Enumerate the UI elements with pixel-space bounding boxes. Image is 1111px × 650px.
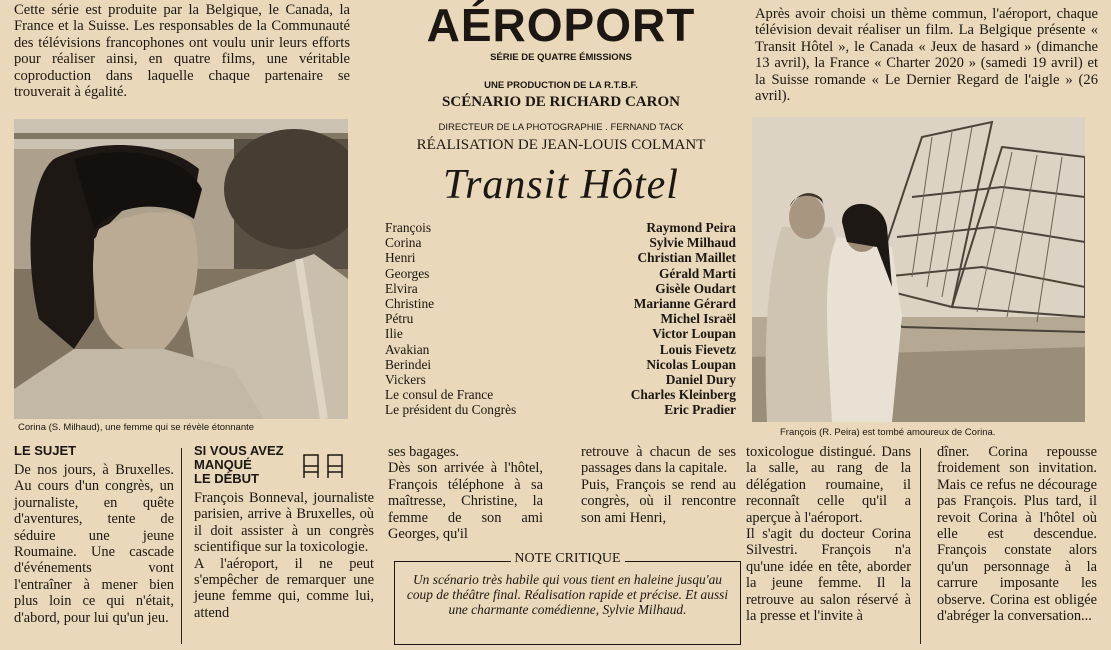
- cast-row: [385, 296, 736, 311]
- cast-actor: Christian Maillet: [637, 250, 736, 266]
- cast-role: Henri: [385, 250, 416, 266]
- cast-role: Le consul de France: [385, 387, 494, 403]
- col6-paragraph-1: dîner. Corina repousse froidement son invitation. Mais ce refus ne décourage pas François. Plus tard, il revoit Corina à l'hôtel où elle est descendue. François constate alors qu'un personnage à la carrure imposante les observe. Corina est obligée d'abréger la conversation...: [937, 444, 1097, 625]
- story-col-5: [746, 444, 911, 624]
- header-title: AÉROPORT: [426, 0, 696, 51]
- cast-actor: Raymond Peira: [646, 220, 736, 235]
- manque-paragraph-2: A l'aéroport, il ne peut s'empêcher de remarquer une jeune femme qui, comme lui, attend: [194, 555, 374, 621]
- photography-line: DIRECTEUR DE LA PHOTOGRAPHIE . FERNAND TACK: [438, 122, 684, 133]
- cast-actor: Gérald Marti: [659, 265, 736, 281]
- chairs-icon: [300, 452, 350, 485]
- cast-role: Berindei: [385, 356, 432, 372]
- cast-role: François: [385, 220, 432, 235]
- note-critique-text: Un scénario très habile qui vous tient en haleine jusqu'au coup de théâtre final. Réalisation rapide et précise. Et aussi une charmante comédienne, Sylvie Milhaud.: [406, 572, 729, 617]
- cast-role: Christine: [385, 296, 435, 312]
- col4-paragraph-2: Puis, François se rend au congrès, où il rencontre son ami Henri,: [581, 476, 736, 526]
- intro-paragraph: [14, 2, 350, 100]
- cast-role: Corina: [385, 235, 422, 251]
- col3-paragraph-2: Dès son arrivée à l'hôtel, François téléphone à sa maîtresse, Christine, la femme de son ami Georges, qu'il: [388, 460, 543, 543]
- cast-actor: Marianne Gérard: [633, 296, 736, 312]
- francois-photo-caption: François (R. Peira) est tombé amoureux de Corina.: [780, 427, 996, 438]
- corina-photo-caption: Corina (S. Milhaud), une femme qui se révèle étonnante: [18, 422, 255, 433]
- col5-paragraph-2: Il s'agit du docteur Corina Silvestri. François n'a qu'une idée en tête, aborder la jeune femme. Il la retrouve au salon réservé à la presse et l'invite à: [746, 526, 911, 625]
- corina-photo: [14, 119, 348, 419]
- film-title: Transit Hôtel: [443, 162, 679, 208]
- column-divider: [181, 448, 182, 644]
- cast-actor: Louis Fievetz: [659, 341, 736, 357]
- cast-actor: Michel Israël: [660, 311, 736, 327]
- story-col-6: [937, 444, 1097, 624]
- note-critique-title: NOTE CRITIQUE: [510, 551, 624, 566]
- cast-role: Ilie: [385, 326, 403, 342]
- manque-heading-line1: SI VOUS AVEZ: [194, 443, 284, 458]
- cast-actor: Nicolas Loupan: [646, 356, 736, 372]
- cast-role: Georges: [385, 265, 430, 281]
- cast-row: [385, 387, 736, 402]
- cast-row: [385, 250, 736, 265]
- cast-row: [385, 266, 736, 281]
- series-subtitle: SÉRIE DE QUATRE ÉMISSIONS: [490, 52, 632, 63]
- col3-paragraph-1: ses bagages.: [388, 444, 460, 460]
- cast-row: [385, 342, 736, 357]
- cast-role: Le président du Congrès: [385, 402, 517, 418]
- cast-role: Avakian: [385, 341, 430, 357]
- column-divider: [920, 448, 921, 644]
- intro-right-text: Après avoir choisi un thème commun, l'aéroport, chaque télévision devait réaliser un film. La Belgique présente « Transit Hôtel », le Canada « Jeux de hasard » (dimanche 13 avril), la France « Charter 2020 » (samedi 19 avril) et la Suisse romande « Le Dernier Regard de l'aigle » (26 avril).: [755, 6, 1098, 105]
- cast-list: [385, 220, 736, 418]
- manque-heading-line2: MANQUÉ: [194, 457, 252, 472]
- realisation-line: RÉALISATION DE JEAN-LOUIS COLMANT: [416, 137, 706, 153]
- cast-actor: Gisèle Oudart: [655, 280, 736, 296]
- cast-row: [385, 281, 736, 296]
- production-line: UNE PRODUCTION DE LA R.T.B.F.: [484, 80, 638, 91]
- cast-actor: Sylvie Milhaud: [649, 235, 736, 251]
- manque-heading-line3: LE DÉBUT: [194, 471, 259, 486]
- story-col-3: [388, 444, 543, 542]
- col4-paragraph-1: retrouve à chacun de ses passages dans la capitale.: [581, 444, 736, 477]
- cast-row: [385, 311, 736, 326]
- intro-text: Cette série est produite par la Belgique, le Canada, la France et la Suisse. Les responsables de la Communauté des télévisions francophones ont voulu unir leurs efforts pour réaliser ainsi, en quatre films, une véritable coproduction dans laquelle chaque partenaire se trouverait à égalité.: [14, 2, 350, 101]
- sujet-text: [14, 462, 174, 626]
- cast-row: [385, 220, 736, 235]
- cast-row: [385, 372, 736, 387]
- sujet-paragraph: De nos jours, à Bruxelles. Au cours d'un congrès, un journaliste, en quête d'aventures, tente de séduire une jeune Roumaine. Une cascade d'événements vont l'entraîner à mener bien plus loin ce qui n'était, d'abord, pour lui qu'un jeu.: [14, 462, 174, 626]
- cast-row: [385, 326, 736, 341]
- cast-row: [385, 357, 736, 372]
- cast-row: [385, 235, 736, 250]
- cast-row: [385, 402, 736, 417]
- cast-actor: Daniel Dury: [665, 372, 736, 388]
- cast-actor: Eric Pradier: [664, 402, 736, 418]
- story-col-4: [581, 444, 736, 526]
- cast-actor: Charles Kleinberg: [630, 387, 736, 403]
- scenario-line: SCÉNARIO DE RICHARD CARON: [442, 94, 680, 110]
- cast-actor: Victor Loupan: [652, 326, 736, 342]
- cast-role: Pétru: [385, 311, 414, 327]
- col5-paragraph-1: toxicologue distingué. Dans la salle, au rang de la délégation roumaine, il reconnaît celle qu'il a aperçue à l'aéroport.: [746, 444, 911, 526]
- francois-corina-photo: [752, 117, 1085, 422]
- note-critique-box: [394, 551, 741, 645]
- sujet-heading: LE SUJET: [14, 443, 77, 458]
- manque-text: [194, 490, 374, 621]
- cast-role: Elvira: [385, 280, 418, 296]
- cast-role: Vickers: [385, 372, 426, 388]
- intro-right-paragraph: [755, 6, 1098, 104]
- manque-heading: [194, 444, 304, 486]
- manque-paragraph-1: François Bonneval, journaliste parisien, arrive à Bruxelles, où il doit assister à un congrès scientifique sur la toxicologie.: [194, 490, 374, 556]
